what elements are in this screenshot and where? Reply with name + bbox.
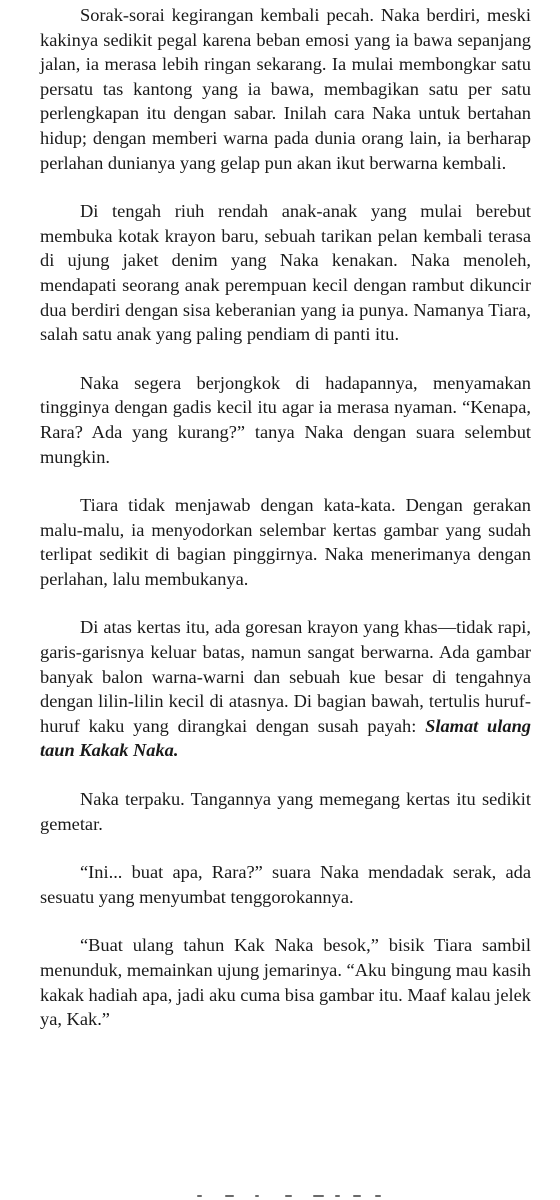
cut-off-next-line [185, 1192, 405, 1200]
paragraph-6 [40, 787, 531, 836]
paragraph-1-text: Sorak-sorai kegirangan kembali pecah. Naka berdiri, meski kakinya sedikit pegal karena beban emosi yang ia bawa sepanjang jalan, ia merasa lebih ringan sekarang. Ia mulai membongkar satu persatu tas kantong yang ia bawa, membagikan satu per satu perlengkapan itu dengan sabar. Inilah cara Naka untuk bertahan hidup; dengan memberi warna pada dunia orang lain, ia berharap perlahan dunianya yang gelap pun akan ikut berwarna kembali. [40, 5, 531, 173]
paragraph-8 [40, 933, 531, 1031]
paragraph-1 [40, 3, 531, 175]
paragraph-8-text: “Buat ulang tahun Kak Naka besok,” bisik Tiara sambil menunduk, memainkan ujung jemarinya. “Aku bingung mau kasih kakak hadiah apa, jadi aku cuma bisa gambar itu. Maaf kalau jelek ya, Kak.” [40, 935, 531, 1030]
paragraph-4 [40, 493, 531, 591]
paragraph-3 [40, 371, 531, 469]
paragraph-2-text: Di tengah riuh rendah anak-anak yang mulai berebut membuka kotak krayon baru, sebuah tarikan pelan kembali terasa di ujung jaket denim yang Naka kenakan. Naka menoleh, mendapati seorang anak perempuan kecil dengan rambut dikuncir dua berdiri dengan sisa keberanian yang ia punya. Namanya Tiara, salah satu anak yang paling pendiam di panti itu. [40, 201, 531, 345]
paragraph-5 [40, 615, 531, 763]
paragraph-7 [40, 860, 531, 909]
birthday-message: Slamat ulang taun Kakak Naka. [40, 715, 531, 761]
paragraph-5-text: Di atas kertas itu, ada goresan krayon yang khas—tidak rapi, garis-garisnya keluar batas, namun sangat berwarna. Ada gambar banyak balon warna-warni dan sebuah kue besar di tengahnya dengan lilin-lilin kecil di atasnya. Di bagian bawah, tertulis huruf-huruf kaku yang dirangkai dengan susah payah: [40, 617, 531, 736]
paragraph-7-text: “Ini... buat apa, Rara?” suara Naka mendadak serak, ada sesuatu yang menyumbat tenggorokannya. [40, 862, 531, 907]
paragraph-6-text: Naka terpaku. Tangannya yang memegang kertas itu sedikit gemetar. [40, 789, 531, 834]
paragraph-2 [40, 199, 531, 347]
paragraph-4-text: Tiara tidak menjawab dengan kata-kata. Dengan gerakan malu-malu, ia menyodorkan selembar kertas gambar yang sudah terlipat sedikit di bagian pinggirnya. Naka menerimanya dengan perlahan, lalu membukanya. [40, 495, 531, 589]
paragraph-3-text: Naka segera berjongkok di hadapannya, menyamakan tingginya dengan gadis kecil itu agar ia merasa nyaman. “Kenapa, Rara? Ada yang kurang?” tanya Naka dengan suara selembut mungkin. [40, 372, 531, 467]
